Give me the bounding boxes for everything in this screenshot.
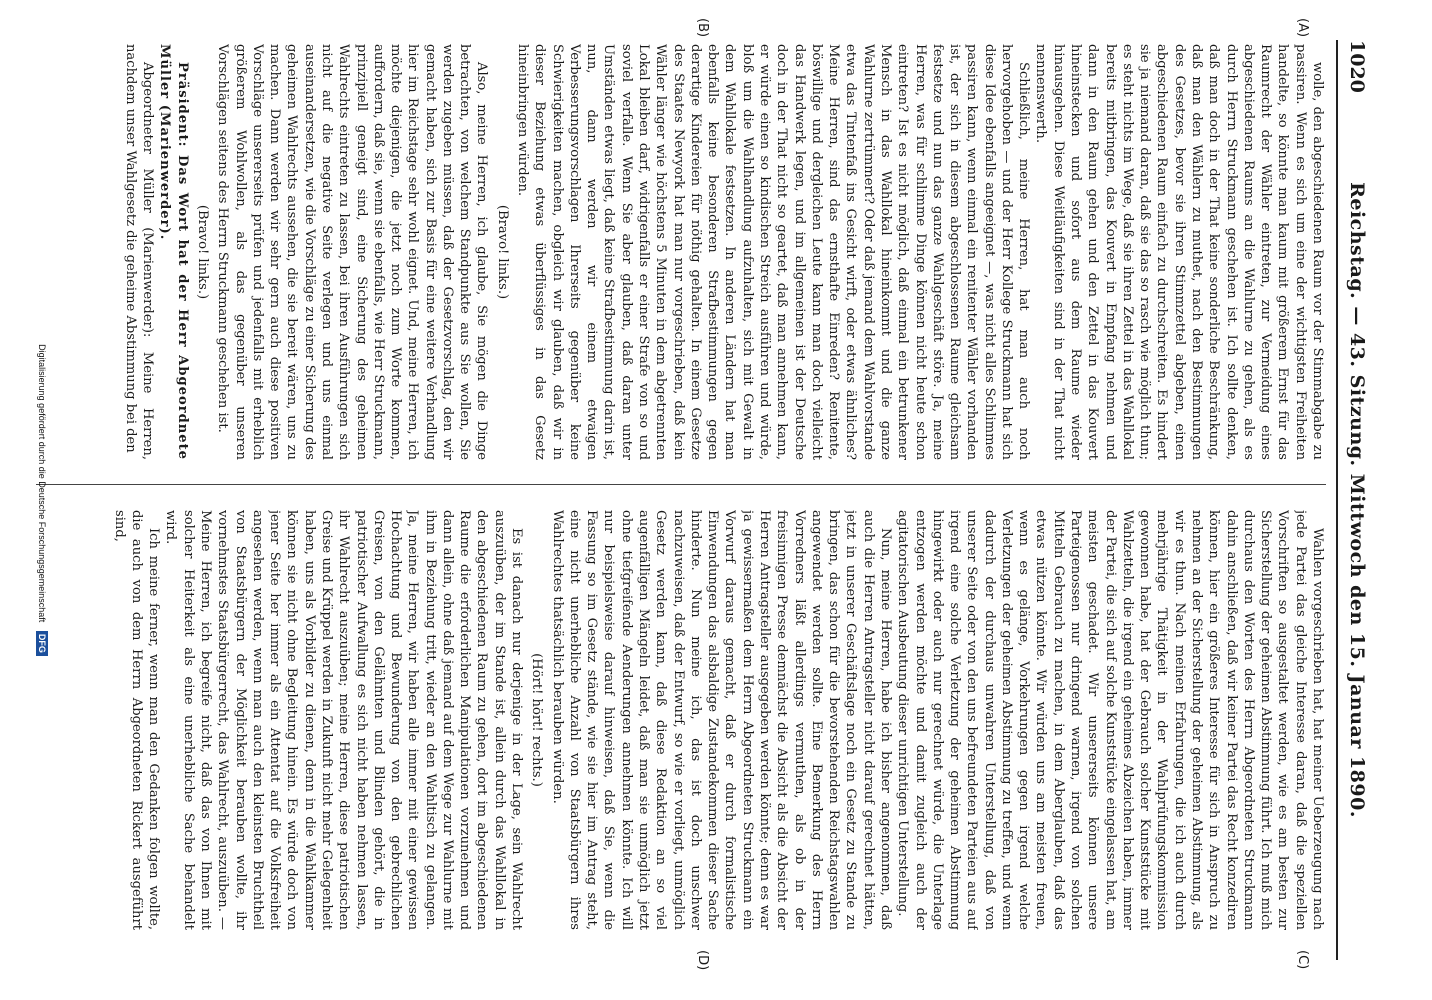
credit-text: Digitalisierung gefördert durch die Deutsche Forschungsgemeinschaft (37, 344, 47, 623)
interjection: (Bravo! links.) (494, 204, 510, 300)
interjection: (Hört! hört! rechts.) (529, 653, 545, 787)
text-column-right (36, 510, 1326, 930)
column-divider (36, 484, 1326, 485)
paragraph: wolle, den abgeschiedenen Raum vor der Stimmabgabe zu passiren. Wenn es sich um eine der wichtigsten Freiheiten handelte, so könnte man kaum mit größerem Ernst für das Raumrecht der Wähler eintreten, zur Vermeidung eines abgeschiedenen Raums an die Wahlurne zu gehen, als es durch Herrn Struckmann geschehen ist. Ich sollte denken, daß man doch in der That keine sonderliche Beschränkung, daß man den Wählern zu muthet, nach den Bestimmungen des Gesetzes, bevor sie ihren Stimmzettel abgeben, einen abgeschiedenen Raum einfach zu durchschreiten. Es hindert sie ja niemand daran, daß sie das so rasch wie möglich thun; es steht nichts im Wege, daß sie ihren Zettel in das Wahllokal bereits mitbringen, das Kouvert in Empfang nehmen und dann in den Raum gehen und den Zettel in das Kouvert hineinstecken und sofort aus dem Raume wieder hinausgehen. Diese Weitläufigkeiten sind in der That nicht nennenswerth. (1033, 44, 1325, 460)
interjection: (Bravo! links.) (195, 204, 210, 300)
page-header (1336, 40, 1372, 960)
running-title: Reichstag. — 43. Sitzung. Mittwoch den 15. Januar 1890. (1346, 182, 1368, 818)
paragraph: Schließlich, meine Herren, hat man auch noch hervorgehoben — und der Herr Kollege Struckmann hat sich diese Idee ebenfalls angeeignet —, was nicht alles Schlimmes passiren kann, wenn einmal ein renitenter Wähler vorhanden ist, der sich in diesem abgeschlossenen Raume gleichsam festsetze und nun das ganze Wahlgeschäft störe. Ja, meine Herren, was für schlimme Dinge können nicht heute schon eintreten? Ist es nicht möglich, daß einmal ein betrunkener Mensch in das Wahllokal hineinkommt und die ganze Wahlurne zertrümmert? Oder daß jemand dem Wahlvorstande etwa das Tintenfaß ins Gesicht wirft, oder etwas ähnliches? Meine Herren, sind das ernsthafte Einreden? Renitente, böswillige und dergleichen Leute kann man doch vielleicht das Handwerk legen, und im allgemeinen ist der Deutsche doch in der That nicht so geartet, daß man annehmen kann, er würde einen so kindischen Streich ausführen und würde, bloß um die Wahlhandlung aufzuhalten, sich mit Gewalt in dem Wahllokale festsetzen. In anderen Ländern hat man ebenfalls keine besonderen Strafbestimmungen gegen derartige Kindereien für nöthig gehalten. In einem Gesetze des Staates Newyork hat man nur vorgeschrieben, daß kein Wähler länger wie höchstens 5 Minuten in dem abgetrennten Lokal bleiben darf, widrigenfalls er einer Strafe von so und soviel verfalle. Wenn Sie aber glauben, daß daran unter Umständen etwas liegt, daß keine Strafbestimmung darin ist, nun, dann werden wir einem etwaigen Verbesserungsvorschlagen Ihrerseits gegenüber keine Schwierigkeiten machen, obgleich wir glauben, daß wir in dieser Beziehung etwas überflüssiges in das Gesetz hineinbringen würden. (515, 44, 1032, 460)
digitization-credit (8, 0, 48, 1000)
paragraph: Abgeordneter Müller (Marienwerder): Meine Herren, nachdem unser Wahlgesetz die geheime Abstimmung bei den (122, 44, 156, 460)
text-column-left (36, 44, 1326, 460)
paragraph: Nun, meine Herren, habe ich bisher angenommen, daß auch die Herren Antragsteller nicht darauf gerechnet hätten, jetzt in unserer Geschäftslage noch ein Gesetz zu Stande zu bringen, das schon für die bevorstehenden Reichstagswahlen angewendet werden sollte. Eine Bemerkung des Herrn Vorredners läßt allerdings vermuthen, als ob in der freisinnigen Presse demnächst die Absicht als die Absicht der Herren Antragsteller ausgegeben werden könnte; denn es war ja gewissermaßen dem Herrn Abgeordneten Struckmann ein Vorwurf daraus gemacht, daß er durch formalistische Einwendungen das alsbaldige Zustandekommen dieser Sache hinderte. Nun meine ich, das ist doch unschwer nachzuweisen, daß der Entwurf, so wie er vorliegt, unmöglich Gesetz werden kann, daß diese Redaktion an so viel augenfälligen Mängeln leidet, daß man sie unmöglich jetzt ohne tiefgreifende Aenderungen annehmen könnte. Ich will nur beispielsweise darauf hinweisen, daß Sie, wenn die Fassung so im Gesetz stände, wie sie hier im Antrag steht, eine nicht unerhebliche Anzahl von Staatsbürgern ihres Wahlrechtes thatsächlich berauben würden. (549, 510, 893, 930)
page-number: 1020 (1346, 40, 1368, 93)
paragraph: Ich meine ferner, wenn man den Gedanken folgen wollte, die auch von dem Herrn Abgeordneten Rickert ausgeführt sind, (111, 510, 162, 930)
dfg-logo: DFG (36, 631, 48, 656)
margin-marker-c: (C) (1295, 950, 1310, 970)
paragraph: Also, meine Herren, ich glaube, Sie mögen die Dinge betrachten, von welchem Standpunkte aus Sie wollen, Sie werden zugeben müssen, daß der Gesetzvorschlag, den wir gemacht haben, sich zur Basis für eine weitere Verhandlung hier im Reichstage sehr wohl eignet. Und, meine Herren, ich möchte diejenigen, die jetzt noch zum Worte kommen, auffordern, daß sie, wenn sie ebenfalls, wie Herr Struckmann, prinzipiell geneigt sind, eine Sicherung des geheimen Wahlrechts eintreten zu lassen, bei ihren Ausführungen sich nicht auf die negative Seite verlegen und uns einmal auseinandersetzen, wie die Vorschläge zu einer Sicherung des geheimen Wahlrechts aussehen, die sie bereit wären, uns zu machen. Dann werden wir sehr gern auch diese positiven Vorschläge unsererseits prüfen und jedenfalls mit erheblich größerem Wohlwollen, als das gegenüber unseren Vorschlägen seitens des Herrn Struckmann geschehen ist. (215, 44, 490, 460)
paragraph: Wahlen vorgeschrieben hat, hat meiner Ueberzeugung nach jede Partei das gleiche Interesse daran, daß die speziellen Vorschriften so ausgestaltet werden, wie es am besten zur Sicherstellung der geheimen Abstimmung führt. Ich muß mich durchaus den Worten des Herrn Abgeordneten Struckmann dahin anschließen, daß wir keiner Partei das Recht konzediren können, hier ein größeres Interesse für sich in Anspruch zu nehmen an der Sicherstellung der geheimen Abstimmung, als wir es thun. Nach meinen Erfahrungen, die ich auch durch mehrjährige Thätigkeit in der Wahlprüfungskommission gewonnen habe, hat der Gebrauch solcher Kunststücke mit Wahlzetteln, die irgend ein geheimes Abzeichen haben, immer der Partei, die sich auf solche Kunststücke eingelassen hat, am meisten geschadet. Wir unsererseits können unsere Parteigenossen nur dringend warnen, irgend von solchen Mitteln Gebrauch zu machen, in dem Aberglauben, daß das etwas nützen könnte. Wir würden uns am meisten freuen, wenn es gelänge, Vorkehrungen gegen irgend welche Verletzungen der geheimen Abstimmung zu treffen, und wenn dadurch der durchaus unwahren Unterstellung, daß von unserer Seite oder von den uns befreundeten Parteien aus auf irgend eine solche Verletzung der geheimen Abstimmung hingewirkt oder auch nur gerechnet würde, die Unterlage entzogen werden möchte und damit zugleich auch der agitatorischen Ausbeutung dieser unrichtigen Unterstellung. (895, 510, 1325, 930)
margin-marker-b: (B) (695, 18, 710, 38)
paragraph: Es ist danach nur derjenige in der Lage, sein Wahlrecht auszuüben, der im Stande ist, allein durch das Wahllokal in den abgeschiedenen Raum zu gehen, dort im abgeschiedenen Raume die erforderlichen Manipulationen vorzunehmen und dann allein, ohne daß jemand auf dem Wege zur Wahlurne mit ihm in Beziehung tritt, wieder an den Wahltisch zu gelangen. Ja, meine Herren, wir haben alle immer mit einer gewissen Hochachtung und Bewunderung von den gebrechlichen Greisen, von den Gelähmten und Blinden gehört, die in patriotischer Aufwallung es sich nicht haben nehmen lassen, ihr Wahlrecht auszuüben; meine Herren, diese patriotischen Greise und Krüppel werden in Zukunft nicht mehr Gelegenheit haben, uns als Vorbilder zu dienen, denn in die Wahlkammer können sie nicht ohne Begleitung hinein. Es würde doch von jener Seite her immer als ein Attentat auf die Volksfreiheit angesehen werden, wenn man auch den kleinsten Bruchtheil von Staatsbürgern der Möglichkeit berauben wollte, ihr vornehmstes Staatsbürgerrecht, das Wahlrecht, auszuüben. — Meine Herren, ich begreife nicht, daß das von Ihnen mit solcher Heiterkeit als eine unerhebliche Sache behandelt wird. (163, 510, 525, 930)
margin-marker-d: (D) (695, 950, 710, 971)
speaker-paragraph: Präsident: Das Wort hat der Herr Abgeordnete Müller (Marienwerder). (157, 44, 190, 460)
margin-marker-a: (A) (1295, 18, 1310, 38)
